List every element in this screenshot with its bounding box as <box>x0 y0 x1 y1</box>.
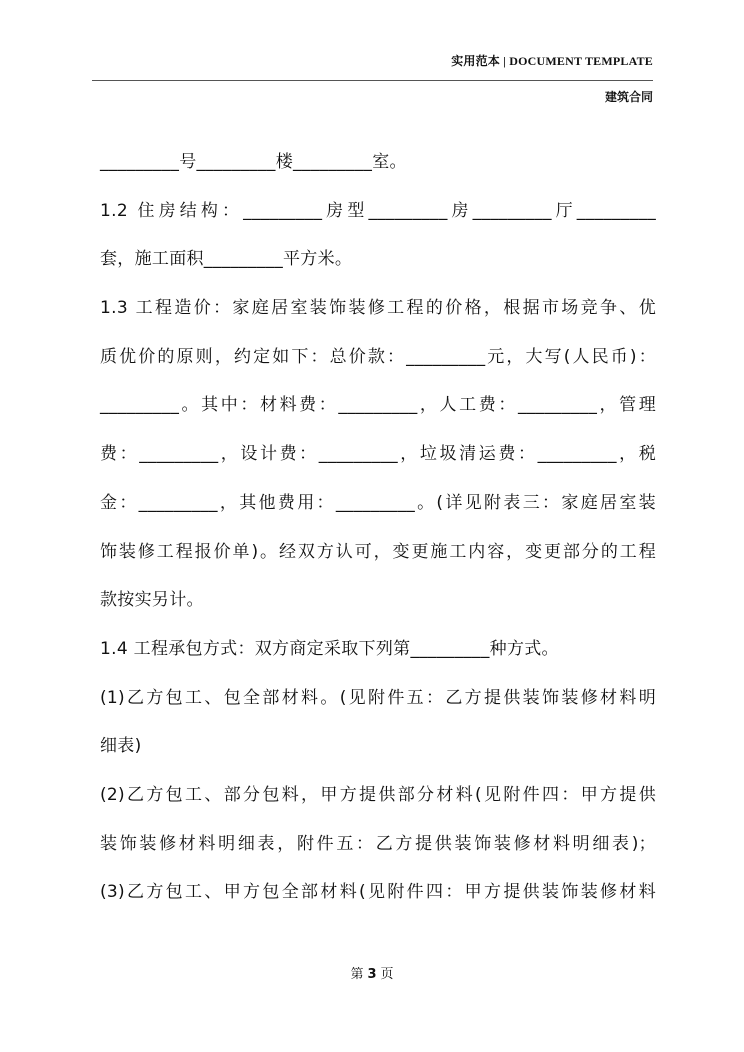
body-line: 金：_________，其他费用：_________。(详见附表三：家庭居室装 <box>100 492 656 513</box>
footer-prefix: 第 <box>350 967 364 982</box>
header-divider <box>92 80 653 81</box>
contract-body <box>100 138 656 917</box>
body-line: 装饰装修材料明细表，附件五：乙方提供装饰装修材料明细表)； <box>100 833 656 854</box>
body-line: (1)乙方包工、包全部材料。(见附件五：乙方提供装饰装修材料明 <box>100 687 656 708</box>
body-line: 费：_________，设计费：_________，垃圾清运费：_________，税 <box>100 444 656 465</box>
body-line: (3)乙方包工、甲方包全部材料(见附件四：甲方提供装饰装修材料 <box>100 882 656 903</box>
body-line: 款按实另计。 <box>100 590 204 611</box>
body-line: 1.3 工程造价：家庭居室装饰装修工程的价格，根据市场竞争、优 <box>100 298 656 319</box>
page-footer <box>0 963 744 982</box>
body-line: 细表) <box>100 736 142 757</box>
page-number: 3 <box>367 967 377 982</box>
body-line: (2)乙方包工、部分包料，甲方提供部分材料(见附件四：甲方提供 <box>100 784 656 805</box>
body-line: 质优价的原则，约定如下：总价款：_________元，大写(人民币)： <box>100 346 656 367</box>
body-line: _________。其中：材料费：_________，人工费：_________，管理 <box>100 395 656 416</box>
body-line: 饰装修工程报价单)。经双方认可，变更施工内容，变更部分的工程 <box>100 541 656 562</box>
body-line: _________号_________楼_________室。 <box>100 152 407 172</box>
body-line: 套，施工面积_________平方米。 <box>100 249 353 270</box>
body-line: 1.2 住房结构：_________房型_________房_________厅_________ <box>100 200 656 221</box>
header-title: 实用范本 | DOCUMENT TEMPLATE <box>451 54 653 68</box>
body-line: 1.4 工程承包方式：双方商定采取下列第_________种方式。 <box>100 638 559 659</box>
header-subtitle: 建筑合同 <box>604 90 653 104</box>
footer-suffix: 页 <box>380 967 394 982</box>
